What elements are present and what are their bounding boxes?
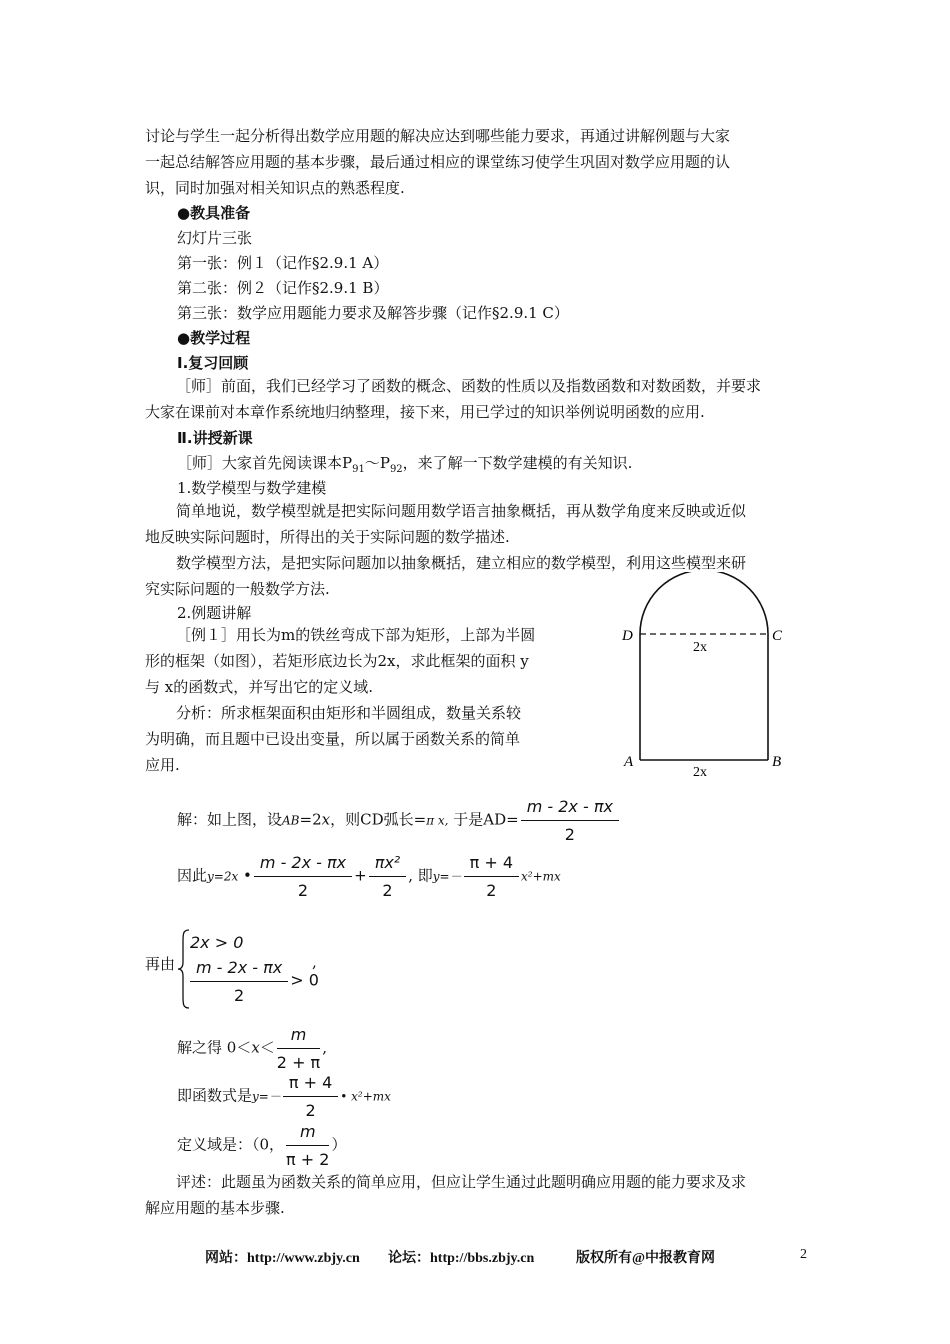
method-line: 数学模型方法，是把实际问题加以抽象概括，建立相应的数学模型，利用这些模型来研: [176, 554, 747, 572]
footer-copyright: 版权所有@中报教育网: [576, 1251, 716, 1266]
label-dc: 2x: [693, 640, 707, 655]
label-c: C: [772, 628, 783, 644]
text: y=2x: [207, 869, 239, 884]
tools-heading: ●教具准备: [177, 204, 251, 222]
intro-line: 一起总结解答应用题的基本步骤，最后通过相应的课堂练习使学生巩固对数学应用题的认: [145, 153, 731, 171]
label-b: B: [772, 754, 782, 770]
review-heading: Ⅰ.复习回顾: [177, 354, 249, 372]
analysis-line: 应用.: [145, 756, 180, 774]
text: 解之得 0＜: [177, 1038, 252, 1057]
function-line: [177, 1073, 391, 1120]
inequality-2: [188, 958, 319, 1005]
model-line: 简单地说，数学模型就是把实际问题用数学语言抽象概括，再从数学角度来反映或近似: [176, 502, 747, 520]
semicircle-arc: [640, 572, 768, 634]
text: x²+mx: [521, 869, 561, 884]
review-line: ［师］前面，我们已经学习了函数的概念、函数的性质以及指数函数和对数函数，并要求: [176, 377, 762, 395]
denominator: π + 2: [286, 1150, 330, 1169]
fraction: [521, 797, 619, 844]
analysis-line: 为明确，而且题中已设出变量，所以属于函数关系的简单: [145, 730, 521, 748]
denominator: 2 + π: [276, 1053, 321, 1072]
reading-text: ［师］大家首先阅读课本P: [177, 454, 353, 472]
comma: ,: [312, 953, 317, 971]
label-ab: 2x: [693, 765, 707, 780]
comment-line: 评述：此题虽为函数关系的简单应用，但应让学生通过此题明确应用题的能力要求及求: [176, 1173, 747, 1191]
denominator: 2: [234, 986, 245, 1005]
text: > 0: [290, 970, 319, 990]
solution-line-1: [177, 797, 621, 844]
analysis-line: 分析：所求框架面积由矩形和半圆组成，数量关系较: [176, 704, 522, 722]
label-d: D: [622, 628, 633, 644]
tools-item: 幻灯片三张: [177, 229, 253, 247]
tools-item: 第三张：数学应用题能力要求及解答步骤（记作§2.9.1 C）: [177, 304, 569, 322]
inequality-1: [190, 933, 243, 952]
footer-forum-link[interactable]: 论坛：http://bbs.zbjy.cn: [388, 1251, 535, 1266]
frame-figure: [615, 572, 835, 782]
example-line: 形的框架（如图），若矩形底边长为2x，求此框架的面积 y: [145, 652, 529, 670]
text: +: [354, 866, 367, 885]
denominator: 2: [305, 1101, 316, 1120]
new-lesson-heading: Ⅱ.讲授新课: [177, 429, 253, 447]
intro-line: 识，同时加强对相关知识点的熟悉程度.: [145, 179, 405, 197]
text: ，则: [330, 810, 361, 829]
footer-site-link[interactable]: 网站：http://www.zbjy.cn: [205, 1251, 360, 1266]
numerator: π + 4: [464, 853, 519, 877]
numerator: m - 2x - πx: [521, 797, 619, 821]
solve-line: [177, 1025, 327, 1072]
reading-text: ～P: [364, 454, 390, 472]
fraction: [464, 853, 519, 900]
text: 即函数式是: [177, 1086, 253, 1105]
review-paragraph: [145, 373, 810, 425]
text: =2: [299, 810, 322, 829]
numerator: m: [277, 1025, 320, 1049]
text: • x²+mx: [340, 1089, 391, 1104]
comment-paragraph: [145, 1169, 810, 1221]
denominator: 2: [297, 881, 309, 900]
fraction: [277, 1025, 320, 1072]
text: 弧长=: [383, 810, 427, 829]
text: 2x > 0: [190, 933, 244, 952]
text: x: [251, 1038, 260, 1057]
page-number: 2: [800, 1247, 807, 1262]
process-heading: ●教学过程: [177, 329, 251, 347]
text: ,: [322, 1038, 327, 1057]
comment-line: 解应用题的基本步骤.: [145, 1199, 285, 1217]
page-sub: 92: [389, 464, 403, 475]
model-line: 地反映实际问题时，所得出的关于实际问题的数学描述.: [145, 528, 510, 546]
text: AD=: [483, 810, 519, 829]
text: π x,: [426, 813, 449, 828]
text: , 即: [408, 866, 433, 885]
text: •: [238, 866, 252, 885]
reading-text: ，来了解一下数学建模的有关知识.: [402, 454, 633, 472]
section-title: 2.例题讲解: [177, 604, 252, 622]
text: 定义域是：（0，: [177, 1135, 285, 1154]
fraction: [286, 1122, 329, 1169]
domain-line: [177, 1122, 346, 1169]
solution-line-2: [177, 853, 561, 900]
model-paragraph: [145, 498, 810, 550]
example-line: 与 x的函数式，并写出它的定义域.: [145, 678, 373, 696]
numerator: π + 4: [283, 1073, 338, 1097]
label-a: A: [624, 754, 634, 770]
intro-paragraph: [145, 123, 810, 201]
text: 于是: [448, 810, 484, 829]
denominator: 2: [382, 881, 393, 900]
text: ＜: [259, 1038, 275, 1057]
text: y=－: [432, 869, 462, 884]
text: AB: [282, 813, 300, 828]
fraction: [190, 958, 288, 1005]
numerator: m - 2x - πx: [190, 958, 288, 982]
numerator: πx²: [369, 853, 407, 877]
review-line: 大家在课前对本章作系统地归纳整理，接下来，用已学过的知识举例说明函数的应用.: [145, 403, 705, 421]
example-1: [145, 622, 580, 778]
numerator: m - 2x - πx: [254, 853, 352, 877]
fraction: [283, 1073, 338, 1120]
fraction: [254, 853, 352, 900]
denominator: 2: [564, 825, 575, 844]
numerator: m: [286, 1122, 329, 1146]
method-line: 究实际问题的一般数学方法.: [145, 580, 330, 598]
text: 解：如上图，设: [177, 810, 283, 829]
text: x: [321, 810, 331, 829]
text: y=－: [252, 1089, 281, 1104]
denominator: 2: [486, 881, 497, 900]
text: 因此: [177, 866, 208, 885]
section-title: 1.数学模型与数学建模: [177, 479, 327, 497]
example-line: ［例１］用长为m的铁丝弯成下部为矩形，上部为半圆: [176, 626, 536, 644]
tools-item: 第一张：例１（记作§2.9.1 A）: [177, 254, 389, 272]
fraction: [369, 853, 407, 900]
text: CD: [360, 810, 384, 829]
page-sub: 91: [352, 464, 365, 475]
text: ）: [331, 1135, 347, 1154]
tools-item: 第二张：例２（记作§2.9.1 B）: [177, 279, 389, 297]
from-label: 再由: [145, 955, 176, 973]
intro-line: 讨论与学生一起分析得出数学应用题的解决应达到哪些能力要求，再通过讲解例题与大家: [145, 127, 731, 145]
